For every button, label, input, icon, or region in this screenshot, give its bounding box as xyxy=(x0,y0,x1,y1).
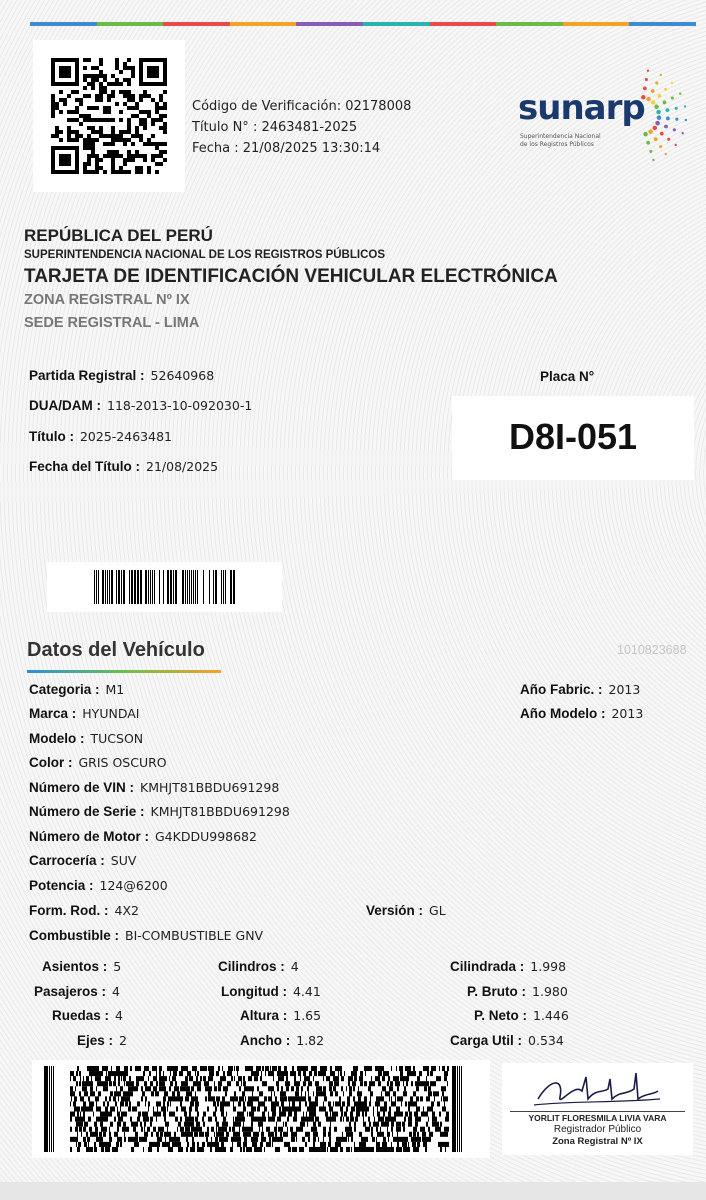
field-value: KMHJT81BBDU691298 xyxy=(150,804,290,819)
field-carroceria xyxy=(29,853,136,869)
field-label: Categoria : xyxy=(29,682,100,697)
stripe-segment xyxy=(496,22,563,26)
spec-value: 5 xyxy=(113,959,122,974)
field-value: TUCSON xyxy=(90,731,144,746)
field-value: GL xyxy=(429,903,446,918)
barcode-icon xyxy=(94,570,236,604)
spec-value: 4.41 xyxy=(292,984,321,999)
spec-value: 1.446 xyxy=(533,1008,569,1023)
field-fecha-titulo xyxy=(29,459,218,475)
verification-info xyxy=(192,96,411,159)
field-label: Carrocería : xyxy=(29,853,105,868)
small-barcode xyxy=(47,562,282,612)
field-label: Número de VIN : xyxy=(29,780,135,795)
spec-cilindrada xyxy=(450,959,566,975)
spec-asientos xyxy=(42,959,121,975)
card-title: TARJETA DE IDENTIFICACIÓN VEHICULAR ELECTRÓNICA xyxy=(24,266,558,287)
stripe-segment xyxy=(430,22,497,26)
field-categoria xyxy=(29,682,124,698)
field-label: Color : xyxy=(29,755,73,770)
field-label: Combustible : xyxy=(29,928,119,943)
handwritten-signature xyxy=(530,1069,664,1113)
spec-label: Longitud : xyxy=(221,984,287,999)
spec-label: Ejes : xyxy=(77,1033,114,1048)
logo-word: sunarp xyxy=(518,88,645,128)
stripe-segment xyxy=(296,22,363,26)
verification-code: Código de Verificación: 02178008 xyxy=(192,99,412,114)
stripe-segment xyxy=(563,22,630,26)
field-label: Título : xyxy=(29,429,74,444)
field-value: KMHJT81BBDU691298 xyxy=(140,780,280,795)
signature-line xyxy=(510,1111,685,1112)
stripe-segment xyxy=(230,22,297,26)
bottom-strip xyxy=(0,1182,706,1200)
spec-ancho xyxy=(240,1033,324,1049)
stripe-segment xyxy=(363,22,430,26)
spec-label: Carga Util : xyxy=(450,1033,523,1048)
logo-subtitle xyxy=(520,133,601,149)
registrar-zone: Zona Registral Nº IX xyxy=(552,1136,643,1147)
spec-longitud xyxy=(221,984,321,1000)
field-modelo xyxy=(29,731,143,747)
field-value: G4KDDU998682 xyxy=(155,829,257,844)
field-label: Año Modelo : xyxy=(520,706,606,721)
field-value: 2025-2463481 xyxy=(79,429,172,444)
spec-carga-util xyxy=(450,1033,564,1049)
field-combustible xyxy=(29,928,263,944)
field-color xyxy=(29,755,167,771)
issue-date: Fecha : 21/08/2025 13:30:14 xyxy=(192,141,381,156)
field-value: 2013 xyxy=(611,706,644,721)
spec-ruedas xyxy=(52,1008,123,1024)
spec-label: Pasajeros : xyxy=(34,984,107,999)
field-label: Número de Serie : xyxy=(29,804,145,819)
spec-pasajeros xyxy=(34,984,120,1000)
field-label: Partida Registral : xyxy=(29,368,145,383)
field-label: Fecha del Título : xyxy=(29,459,141,474)
field-motor xyxy=(29,829,257,845)
registry-seat: SEDE REGISTRAL - LIMA xyxy=(24,315,200,331)
plate-label: Placa N° xyxy=(540,369,595,384)
field-label: Año Fabric. : xyxy=(520,682,603,697)
field-serie xyxy=(29,804,290,820)
top-color-stripe xyxy=(30,22,696,26)
pdf417-barcode-icon xyxy=(44,1066,478,1152)
spec-label: Ruedas : xyxy=(52,1008,110,1023)
spec-label: P. Neto : xyxy=(474,1008,528,1023)
field-value: SUV xyxy=(110,853,137,868)
logo-sub-line2: de los Registros Públicos xyxy=(520,141,594,148)
registry-zone: ZONA REGISTRAL Nº IX xyxy=(24,292,190,308)
republic-heading: REPÚBLICA DEL PERÚ xyxy=(24,226,213,245)
spec-value: 4 xyxy=(112,984,120,999)
field-label: Número de Motor : xyxy=(29,829,149,844)
stripe-segment xyxy=(30,22,97,26)
stripe-segment xyxy=(97,22,164,26)
stripe-segment xyxy=(629,22,696,26)
section-underline xyxy=(27,670,221,673)
spec-value: 1.980 xyxy=(532,984,568,999)
spec-altura xyxy=(240,1008,321,1024)
field-value: BI-COMBUSTIBLE GNV xyxy=(125,928,264,943)
qr-code xyxy=(33,40,185,192)
field-titulo xyxy=(29,429,172,445)
spec-value: 0.534 xyxy=(528,1033,564,1048)
field-form-rod xyxy=(29,903,139,919)
spec-p-neto xyxy=(474,1008,569,1024)
signature-block xyxy=(502,1063,693,1155)
field-label: DUA/DAM : xyxy=(29,398,101,413)
document-number: 1010823688 xyxy=(617,643,687,657)
field-anio-modelo xyxy=(520,706,643,722)
field-label: Potencia : xyxy=(29,878,94,893)
field-marca xyxy=(29,706,139,722)
qr-code-icon xyxy=(51,58,167,174)
field-value: 118-2013-10-092030-1 xyxy=(107,398,253,413)
sunarp-logo xyxy=(518,58,706,168)
spec-value: 1.82 xyxy=(296,1033,325,1048)
field-value: 2013 xyxy=(608,682,641,697)
pdf417-barcode xyxy=(32,1060,490,1158)
field-label: Modelo : xyxy=(29,731,85,746)
plate-number: D8I-051 xyxy=(508,416,638,457)
plate-box xyxy=(452,396,694,480)
spec-value: 4 xyxy=(115,1008,123,1023)
field-vin xyxy=(29,780,279,796)
title-number: Título N° : 2463481-2025 xyxy=(192,120,358,135)
field-label: Marca : xyxy=(29,706,77,721)
spec-label: Asientos : xyxy=(42,959,108,974)
field-value: HYUNDAI xyxy=(82,706,140,721)
spec-cilindros xyxy=(218,959,299,975)
field-value: GRIS OSCURO xyxy=(78,755,167,770)
section-title: Datos del Vehículo xyxy=(27,639,205,661)
registrar-role: Registrador Público xyxy=(553,1124,642,1135)
spec-value: 1.998 xyxy=(530,959,567,974)
field-partida xyxy=(29,368,214,384)
field-value: 4X2 xyxy=(114,903,139,918)
registrar-name: YORLIT FLORESMILA LIVIA VARA xyxy=(528,1113,667,1123)
field-value: 52640968 xyxy=(150,368,215,383)
spec-label: Cilindros : xyxy=(218,959,285,974)
spec-label: Ancho : xyxy=(240,1033,291,1048)
spec-value: 4 xyxy=(290,959,299,974)
field-label: Form. Rod. : xyxy=(29,903,109,918)
spec-value: 1.65 xyxy=(293,1008,322,1023)
field-value: 21/08/2025 xyxy=(146,459,219,474)
superintendence-heading: SUPERINTENDENCIA NACIONAL DE LOS REGISTROS PÚBLICOS xyxy=(24,249,386,261)
stripe-segment xyxy=(163,22,230,26)
field-label: Versión : xyxy=(366,903,424,918)
field-potencia xyxy=(29,878,168,894)
field-value: M1 xyxy=(105,682,125,697)
spec-label: P. Bruto : xyxy=(467,984,527,999)
field-version xyxy=(366,903,446,919)
field-anio-fabric xyxy=(520,682,640,698)
spec-ejes xyxy=(77,1033,127,1049)
spec-p-bruto xyxy=(467,984,568,1000)
spec-label: Altura : xyxy=(240,1008,288,1023)
field-value: 124@6200 xyxy=(99,878,168,893)
logo-sub-line1: Superintendencia Nacional xyxy=(520,133,601,140)
spec-value: 2 xyxy=(119,1033,127,1048)
field-dua xyxy=(29,398,252,414)
spec-label: Cilindrada : xyxy=(450,959,525,974)
